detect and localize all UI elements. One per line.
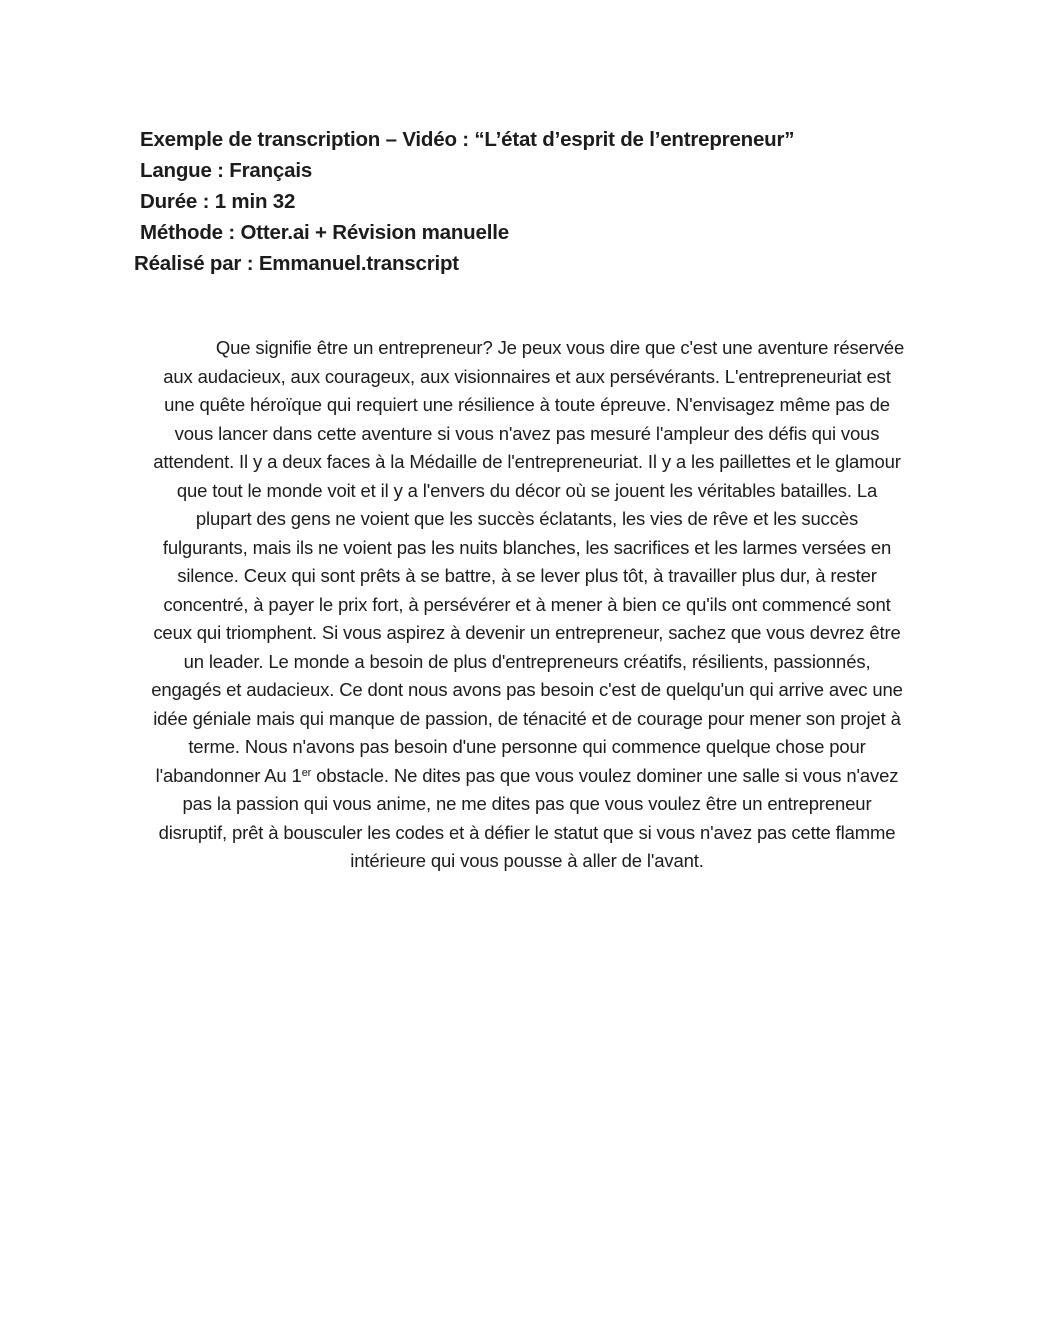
transcript-line: concentré, à payer le prix fort, à persévérer et à mener à bien ce qu'ils ont commencé sont	[163, 593, 891, 615]
author-line: Réalisé par : Emmanuel.transcript	[134, 252, 459, 275]
method-line: Méthode : Otter.ai + Révision manuelle	[140, 221, 509, 244]
transcript-line: un leader. Le monde a besoin de plus d'entrepreneurs créatifs, résilients, passionnés,	[183, 650, 871, 672]
ordinal-superscript: er	[301, 766, 312, 779]
transcript-line: attendent. Il y a deux faces à la Médaille de l'entrepreneuriat. Il y a les paillettes et le glamour	[153, 451, 901, 472]
transcript-header	[134, 124, 960, 279]
transcript-line: idée géniale mais qui manque de passion, de ténacité et de courage pour mener son projet à	[153, 707, 901, 729]
transcript-line: que tout le monde voit et il y a l'envers du décor où se jouent les véritables batailles. La	[176, 479, 878, 501]
transcript-line: silence. Ceux qui sont prêts à se battre, à se lever plus tôt, à travailler plus dur, à rester	[177, 565, 877, 586]
transcript-line: aux audacieux, aux courageux, aux visionnaires et aux persévérants. L'entrepreneuriat est	[163, 365, 891, 387]
language-line: Langue : Français	[140, 159, 313, 182]
transcript-line: ceux qui triomphent. Si vous aspirez à devenir un entrepreneur, sachez que vous devrez être	[153, 622, 901, 643]
transcript-body	[96, 334, 958, 876]
transcript-line: terme. Nous n'avons pas besoin d'une personne qui commence quelque chose pour	[188, 736, 866, 757]
transcript-line: plupart des gens ne voient que les succès éclatants, les vies de rêve et les succès	[195, 508, 859, 529]
ordinal-before: l'abandonner Au 1	[155, 764, 302, 786]
transcript-line: engagés et audacieux. Ce dont nous avons pas besoin c'est de quelqu'un qui arrive avec une	[151, 679, 903, 700]
transcript-line: vous lancer dans cette aventure si vous n'avez pas mesuré l'ampleur des défis qui vous	[174, 422, 880, 444]
transcript-line: fulgurants, mais ils ne voient pas les nuits blanches, les sacrifices et les larmes versées en	[162, 536, 892, 558]
transcript-line-ordinal	[96, 762, 958, 791]
transcript-line: Que signifie être un entrepreneur? Je peux vous dire que c'est une aventure réservée	[215, 337, 905, 358]
transcript-line: disruptif, prêt à bousculer les codes et à défier le statut que si vous n'avez pas cette flamme	[158, 821, 896, 843]
transcript-line: pas la passion qui vous anime, ne me dites pas que vous voulez être un entrepreneur	[182, 793, 872, 814]
ordinal-after: obstacle. Ne dites pas que vous voulez dominer une salle si vous n'avez	[311, 764, 899, 786]
duration-line: Durée : 1 min 32	[140, 190, 296, 213]
transcript-line: une quête héroïque qui requiert une résilience à toute épreuve. N'envisagez même pas de	[164, 394, 890, 415]
transcript-line: intérieure qui vous pousse à aller de l'avant.	[350, 850, 704, 871]
video-title: Exemple de transcription – Vidéo : “L’état d’esprit de l’entrepreneur”	[140, 128, 795, 151]
